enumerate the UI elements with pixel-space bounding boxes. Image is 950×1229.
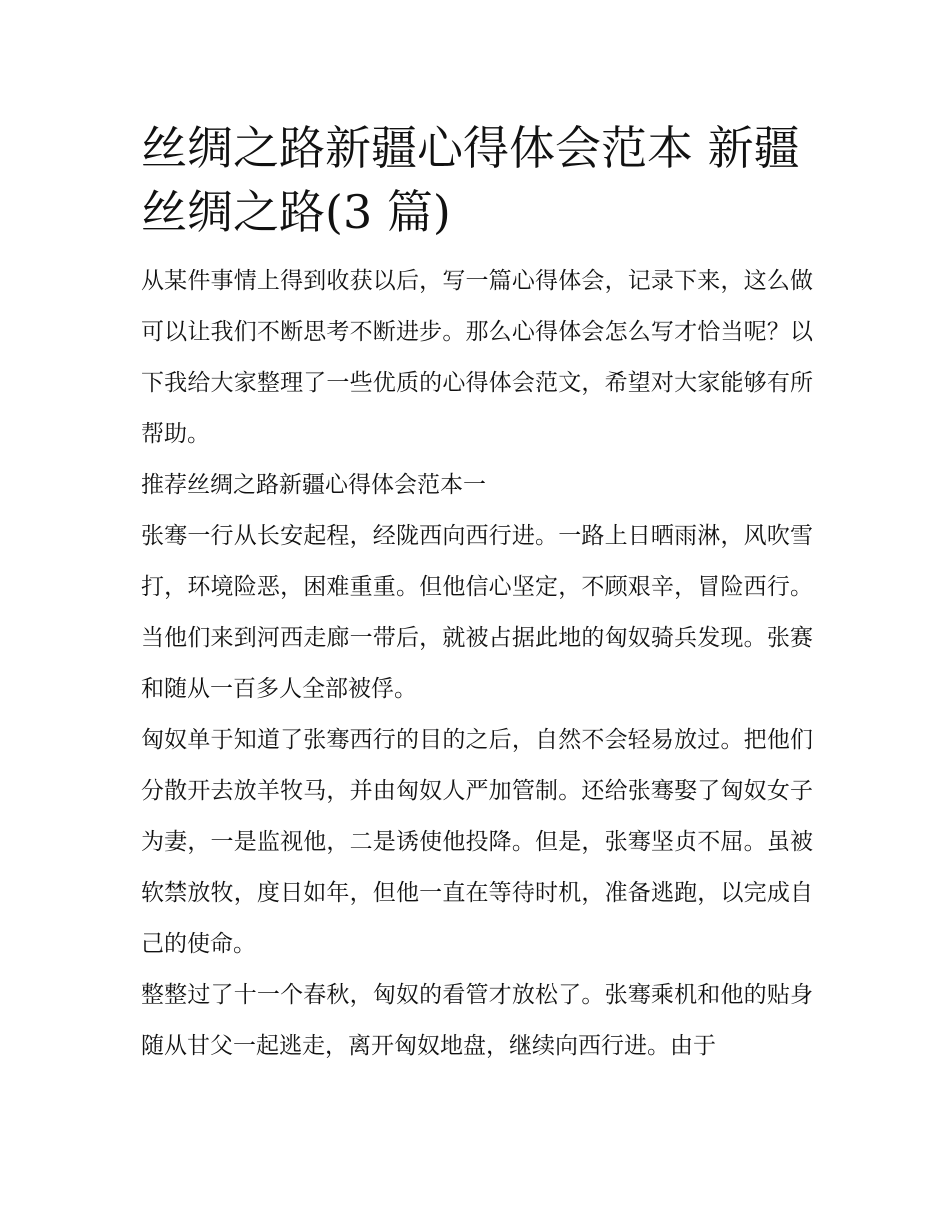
document-body [141,116,813,1072]
body-paragraph-3: 整整过了十一个春秋，匈奴的看管才放松了。张骞乘机和他的贴身随从甘父一起逃走，离开匈奴地盘，继续向西行进。由于 [141,982,813,1059]
document-title: 丝绸之路新疆心得体会范本 新疆 丝绸之路(3 篇) [141,121,800,239]
body-paragraph-2: 匈奴单于知道了张骞西行的目的之后，自然不会轻易放过。把他们分散开去放羊牧马，并由匈奴人严加管制。还给张骞娶了匈奴女子为妻，一是监视他，二是诱使他投降。但是，张骞坚贞不屈。虽被软禁放牧，度日如年，但他一直在等待时机，准备逃跑，以完成自己的使命。 [141,727,813,957]
intro-paragraph: 从某件事情上得到收获以后，写一篇心得体会，记录下来，这么做可以让我们不断思考不断进步。那么心得体会怎么写才恰当呢？以下我给大家整理了一些优质的心得体会范文，希望对大家能够有所帮助。 [141,268,813,447]
section-heading: 推荐丝绸之路新疆心得体会范本一 [141,472,486,498]
body-paragraph-1: 张骞一行从长安起程，经陇西向西行进。一路上日晒雨淋，风吹雪打，环境险恶，困难重重。但他信心坚定，不顾艰辛，冒险西行。当他们来到河西走廊一带后，就被占据此地的匈奴骑兵发现。张赛和随从一百多人全部被俘。 [141,523,813,702]
